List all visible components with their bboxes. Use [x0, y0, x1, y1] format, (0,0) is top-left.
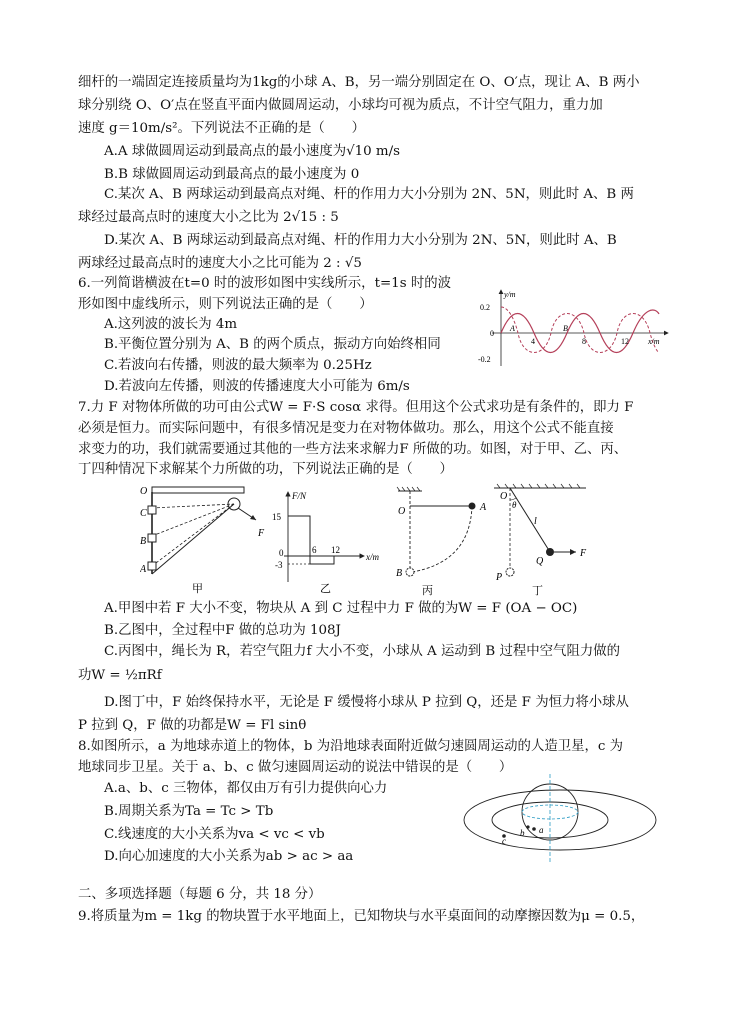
yi-y-label: F/N [292, 491, 307, 501]
jia-label-f: F [258, 528, 265, 539]
q8-option-a: A.a、b、c 三物体，都仅由万有引力提供向心力 [104, 781, 388, 796]
bing-caption: 丙 [422, 585, 433, 596]
q8-option-b: B.周期关系为Ta = Tc > Tb [104, 804, 274, 819]
q7-stem-line-1: 7.力 F 对物体所做的功可由公式W = F·S cosα 求得。但用这个公式求功是有条件的，即力 F [78, 400, 634, 415]
q5-stem-line-3: 速度 g＝10m/s²。下列说法不正确的是（ ） [78, 121, 365, 136]
ding-caption: 丁 [532, 585, 543, 596]
xtick-8: 8 [582, 337, 586, 346]
q6-stem-line-2: 形如图中虚线所示，则下列说法正确的是（ ） [78, 297, 373, 312]
q7-stem-line-2: 必须是恒力。而实际问题中，有很多情况是变力在对物体做功。那么，用这个公式不能直接 [78, 421, 614, 436]
q8-option-c: C.线速度的大小关系为va < vc < vb [104, 827, 325, 842]
yi-value-12: 12 [331, 545, 340, 555]
q5-stem-line-1: 细杆的一端固定连接质量均为1kg的小球 A、B，另一端分别固定在 O、O′点，现让 A、B 两小 [78, 75, 640, 90]
q6-option-d: D.若波向左传播，则波的传播速度大小可能为 6m/s [104, 379, 410, 394]
section-2-heading: 二、多项选择题（每题 6 分，共 18 分） [78, 887, 322, 902]
yi-caption: 乙 [320, 583, 331, 595]
yi-value-neg3: -3 [275, 560, 283, 570]
bing-label-b: B [396, 568, 403, 579]
q6-stem-line-1: 6.一列简谐横波在t=0 时的波形如图中实线所示，t=1s 时的波 [78, 276, 451, 291]
q7-option-d-cont: P 拉到 Q，F 做的功都是W = Fl sinθ [78, 718, 307, 733]
q7-option-c: C.丙图中，绳长为 R，若空气阻力f 大小不变，小球从 A 运动到 B 过程中空气阻力做的 [104, 644, 621, 659]
q5-option-d: D.某次 A、B 两球运动到最高点对绳、杆的作用力大小分别为 2N、5N，则此时 A、B [104, 233, 617, 248]
xtick-12: 12 [621, 337, 629, 346]
ding-label-f: F [580, 548, 587, 559]
ding-label-theta: θ [512, 500, 517, 510]
figure-ding [492, 482, 592, 596]
point-b-label: B [563, 324, 568, 333]
q6-option-b: B.平衡位置分别为 A、B 的两个质点，振动方向始终相同 [104, 337, 441, 352]
figure-yi [268, 486, 388, 596]
q7-option-c-cont: 功W = ½πRf [78, 668, 162, 683]
yi-value-15: 15 [272, 512, 281, 522]
orbit-label-b: b [520, 828, 525, 838]
q6-option-a: A.这列波的波长为 4m [104, 317, 238, 332]
jia-label-c: C [140, 508, 147, 519]
solid-wave [501, 310, 659, 352]
ding-label-l: l [534, 516, 537, 527]
ytick-neg-0.2: -0.2 [478, 355, 491, 364]
ytick-0: 0 [490, 329, 494, 338]
q7-option-a: A.甲图中若 F 大小不变，物块从 A 到 C 过程中力 F 做的为W = F (OA − OC) [104, 601, 578, 616]
xtick-4: 4 [531, 337, 535, 346]
orbit-label-c: c [502, 836, 506, 846]
wave-graph [478, 284, 674, 370]
figure-bing [392, 484, 498, 596]
yi-value-0: 0 [279, 548, 284, 558]
question-9-stem: 9.将质量为m = 1kg 的物块置于水平地面上，已知物块与水平桌面间的动摩擦因数为μ = 0.5， [78, 909, 645, 924]
q8-stem-line-2: 地球同步卫星。关于 a、b、c 做匀速圆周运动的说法中错误的是（ ） [78, 760, 513, 775]
ding-label-p: P [496, 572, 503, 583]
jia-label-o: O [140, 486, 148, 497]
q5-option-d-cont: 两球经过最高点时的速度大小之比可能为 2 : √5 [78, 256, 362, 271]
figure-jia [140, 482, 270, 594]
jia-caption: 甲 [192, 583, 203, 594]
orbit-label-a: a [539, 825, 544, 835]
q5-option-c-cont: 球经过最高点时的速度大小之比为 2√15 : 5 [78, 210, 339, 225]
q8-option-d: D.向心加速度的大小关系为ab > ac > aa [104, 849, 354, 864]
bing-label-o: O [398, 506, 406, 517]
ytick-0.2: 0.2 [480, 303, 490, 312]
q7-stem-line-4: 丁四种情况下求解某个力所做的功，下列说法正确的是（ ） [78, 462, 453, 477]
q8-stem-line-1: 8.如图所示，a 为地球赤道上的物体，b 为沿地球表面附近做匀速圆周运动的人造卫星，c 为 [78, 739, 624, 754]
q5-option-c: C.某次 A、B 两球运动到最高点对绳、杆的作用力大小分别为 2N、5N，则此时 A、B 两 [104, 187, 634, 202]
q6-option-c: C.若波向右传播，则波的最大频率为 0.25Hz [104, 358, 372, 373]
jia-label-b: B [140, 536, 147, 547]
q5-option-a: A.A 球做圆周运动到最高点的最小速度为√10 m/s [104, 144, 401, 159]
q7-option-d: D.图丁中，F 始终保持水平，无论是 F 缓慢将小球从 P 拉到 Q，还是 F 为恒力将小球从 [104, 695, 629, 710]
yi-x-label: x/m [366, 552, 379, 562]
x-axis-label: x/m [648, 337, 660, 346]
bing-label-a: A [480, 502, 487, 513]
yi-value-6: 6 [312, 545, 317, 555]
q7-stem-line-3: 求变力的功，我们就需要通过其他的一些方法来求解力F 所做的功。如图，对于甲、乙、丙、 [78, 442, 628, 457]
ding-label-o: O [500, 491, 508, 502]
q5-stem-line-2: 球分别绕 O、O′点在竖直平面内做圆周运动，小球均可视为质点，不计空气阻力，重力加 [78, 98, 603, 113]
orbit-diagram [462, 770, 662, 866]
q7-option-b: B.乙图中，全过程中F 做的总功为 108J [104, 623, 341, 638]
ding-label-q: Q [536, 556, 544, 567]
y-axis-label: y/m [504, 290, 516, 299]
q5-option-b: B.B 球做圆周运动到最高点的最小速度为 0 [104, 167, 360, 182]
point-a-label: A [510, 324, 515, 333]
jia-label-a: A [140, 564, 147, 575]
